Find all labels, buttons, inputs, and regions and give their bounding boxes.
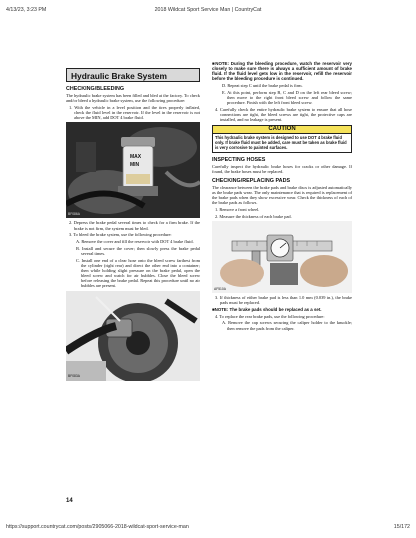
photo-code-1: BF086A — [68, 212, 80, 217]
caliper-measure-illustration — [212, 221, 352, 293]
left-column — [66, 68, 200, 383]
right-column — [212, 61, 352, 332]
note-bleeding: ■NOTE: During the bleeding procedure, watch the reservoir very closely to make sure there is always a sufficient amount of brake fluid. If the fluid level gets low in the reservoir, refill the reservoir before the bleeding procedure is continued. — [212, 61, 352, 82]
step-d: D. Repeat step C until the brake pedal is firm. — [222, 83, 303, 89]
bleed-screw-illustration — [66, 291, 200, 381]
step-2: 2. Depress the brake pedal several times to check for a firm brake. If the brake is not firm, the system must be bled. — [69, 220, 200, 231]
caliper-photo — [212, 221, 352, 293]
section-title: Hydraulic Brake System — [66, 68, 200, 82]
pads-step-2: 2. Measure the thickness of each brake pad. — [215, 213, 292, 219]
print-title: 2018 Wildcat Sport Service Man | CountryCat — [154, 7, 262, 13]
intro-text: The hydraulic brake system has been filled and bled at the factory. To check and/or bleed a hydraulic brake system, use the following procedure: — [66, 93, 200, 104]
step-3c: C. Install one end of a clear hose onto the bleed screw farthest from the cylinder (right rear) and direct the other end into a container; then while holding slight pressure on the brake pedal, open the bleed screw and watch for air bubbles. Close the bleed screw before releasing the brake pedal. Repeat this procedure until no air bubbles are present. — [76, 257, 200, 289]
pads-step-4a: A. Remove the cap screws securing the caliper holder to the knuckle; then remove the pads from the caliper. — [222, 320, 352, 331]
pads-step-4: 4. To replace the rear brake pads, use the following procedure: — [215, 313, 325, 319]
step-3b: B. Install and secure the cover; then slowly press the brake pedal several times. — [76, 245, 200, 256]
step-3a: A. Remove the cover and fill the reservoir with DOT 4 brake fluid. — [76, 239, 194, 245]
caution-title: CAUTION — [212, 125, 352, 134]
print-datetime: 4/13/23, 3:23 PM — [6, 7, 47, 13]
print-url: https://support.countrycat.com/posts/2905066-2018-wildcat-sport-service-man — [6, 524, 189, 530]
hoses-text: Carefully inspect the hydraulic brake hoses for cracks or other damage. If found, the brake hoses must be replaced. — [212, 163, 352, 174]
page-number: 14 — [66, 498, 73, 504]
bleed-screw-photo — [66, 291, 200, 381]
heading-inspecting-hoses: INSPECTING HOSES — [212, 156, 266, 163]
step-1: 1. With the vehicle in a level position and the tires properly inflated, check the fluid level in the reservoir. If the level in the reservoir is not above the MIN, add DOT 4 brake fluid. — [69, 104, 200, 121]
pads-step-3: 3. If thickness of either brake pad is less than 1.0 mm (0.039 in.), the brake pads must be replaced. — [215, 294, 352, 306]
step-4: 4. Carefully check the entire hydraulic brake system to ensure that all hose connections are tight, the bleed screws are tight, the protective caps are installed, and no leakage is present. — [215, 107, 352, 123]
browser-header — [6, 7, 410, 15]
caution-text: This hydraulic brake system is designed to use DOT 4 brake fluid only. If brake fluid must be added, care must be taken as brake fluid is very corrosive to painted surfaces. — [212, 134, 352, 153]
heading-checking-bleeding: CHECKING/BLEEDING — [66, 86, 125, 92]
photo-code-2: BF083A — [68, 374, 80, 379]
browser-footer — [6, 524, 410, 532]
print-page-count: 15/172 — [393, 524, 410, 530]
step-3: 3. To bleed the brake system, use the following procedure: — [69, 232, 172, 238]
pads-step-1: 1. Remove a front wheel. — [215, 207, 260, 213]
step-e: E. At this point, perform step B, C and D on the left rear bleed screw; then move to the right front bleed screw and follow the same procedure. Finish with the left front bleed screw. — [222, 89, 352, 106]
label-max: MAX — [130, 154, 142, 161]
note-replace-set: ■NOTE: The brake pads should be replaced as a set. — [212, 306, 322, 312]
label-min: MIN — [130, 162, 140, 169]
pads-intro: The clearance between the brake pads and brake discs is adjusted automatically as the brake pads wear. The only maintenance that is required is replacement of the brake pads when they show excessive wear. Check the thickness of each of the brake pads as follows. — [212, 184, 352, 206]
reservoir-illustration — [66, 122, 200, 218]
heading-checking-pads: CHECKING/REPLACING PADS — [212, 177, 291, 184]
reservoir-photo — [66, 122, 200, 218]
photo-code-3: AF510A — [214, 286, 226, 291]
